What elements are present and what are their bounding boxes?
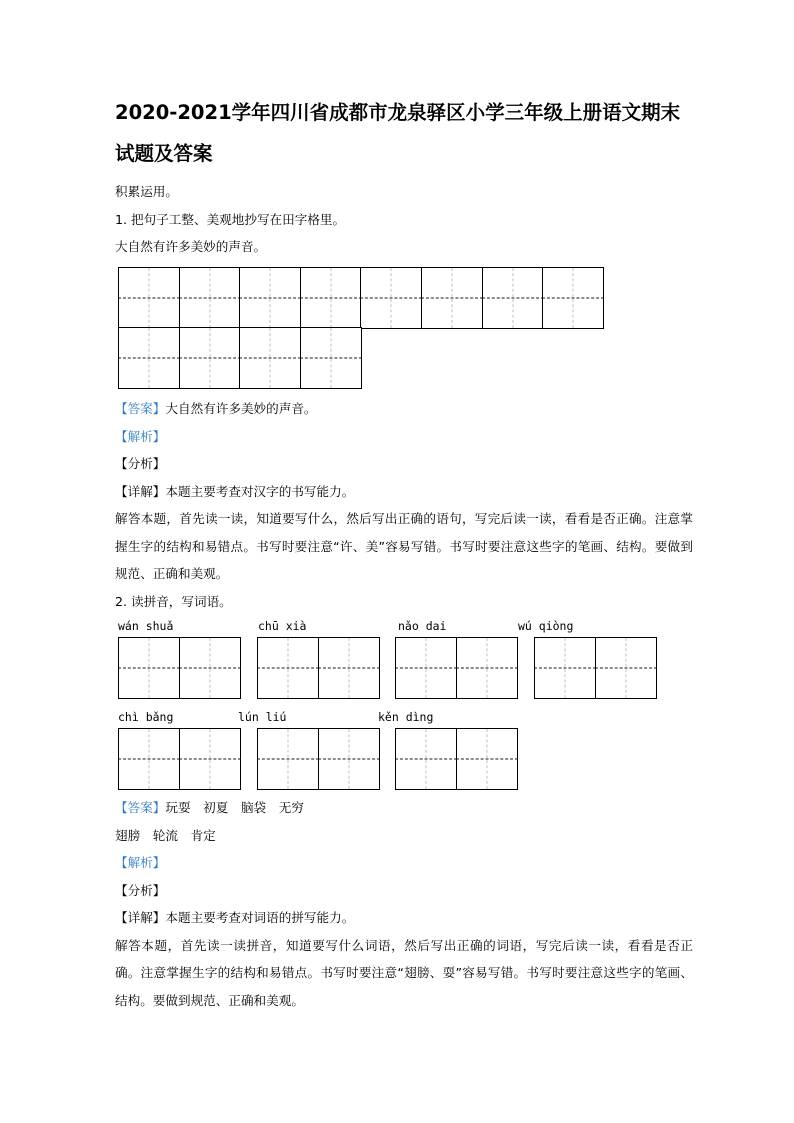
grid-cell[interactable] [257, 637, 319, 699]
question-2-pinyin-row-1 [118, 615, 695, 637]
grid-cell[interactable] [118, 637, 180, 699]
pinyin-label: lún liú [238, 710, 287, 725]
xiangjie-text: 本题主要考查对词语的拼写能力。 [165, 910, 355, 926]
page-title: 2020-2021学年四川省成都市龙泉驿区小学三年级上册语文期末试题及答案 [115, 101, 681, 165]
pinyin-label: kěn dìng [378, 710, 434, 725]
grid-cell[interactable] [239, 327, 301, 389]
question-1-xiangjie-line [115, 478, 693, 506]
question-1-writing-grid [118, 267, 695, 390]
grid-cell[interactable] [318, 637, 380, 699]
grid-cell[interactable] [395, 637, 457, 699]
grid-group [395, 637, 518, 699]
pinyin-label: chì bǎng [118, 710, 174, 725]
grid-cell[interactable] [179, 728, 241, 790]
grid-cell[interactable] [118, 728, 180, 790]
document-content [115, 92, 695, 1014]
grid-group [118, 637, 241, 699]
question-1-prompt: 1. 把句子工整、美观地抄写在田字格里。 [115, 211, 346, 227]
grid-group [395, 728, 518, 790]
grid-cell[interactable] [118, 327, 180, 389]
question-1-analysis-tag-line [115, 423, 693, 451]
grid-cell[interactable] [482, 267, 544, 329]
grid-cell[interactable] [179, 327, 241, 389]
question-2-answer-line-2: 翅膀 轮流 肯定 [115, 827, 216, 843]
question-1-explanation: 解答本题，首先读一读，知道要写什么，然后写出正确的语句，写完后读一读，看看是否正确。注意掌握生字的结构和易错点。书写时要注意“许、美”容易写错。书写时要注意这些字的笔画、结构。要做到规范、正确和美观。 [115, 511, 693, 582]
grid-cell[interactable] [300, 267, 362, 329]
pinyin-label: chū xià [258, 619, 307, 634]
grid-group [118, 327, 362, 389]
grid-cell[interactable] [421, 267, 483, 329]
answer-tag: 【答案】 [115, 401, 166, 417]
grid-cell[interactable] [179, 637, 241, 699]
grid-cell[interactable] [179, 267, 241, 329]
grid-cell[interactable] [239, 267, 301, 329]
grid-cell[interactable] [300, 327, 362, 389]
grid-group [118, 267, 604, 329]
question-2-answer-line-1 [115, 794, 693, 822]
grid-cell[interactable] [456, 637, 518, 699]
grid-cell[interactable] [534, 637, 596, 699]
answer-text: 玩耍 初夏 脑袋 无穷 [165, 800, 304, 816]
grid-cell[interactable] [257, 728, 319, 790]
pinyin-label: nǎo dai [398, 619, 447, 634]
question-1-sentence: 大自然有许多美妙的声音。 [115, 239, 267, 254]
xiangjie-tag: 【详解】 [115, 483, 166, 499]
question-2-analysis-tag-line [115, 849, 693, 877]
grid-cell[interactable] [360, 267, 422, 329]
grid-cell[interactable] [595, 637, 657, 699]
analysis-tag: 【解析】 [115, 428, 166, 444]
grid-cell[interactable] [318, 728, 380, 790]
grid-group [118, 728, 241, 790]
fenxi-tag: 【分析】 [115, 882, 166, 898]
grid-cell[interactable] [118, 267, 180, 329]
xiangjie-text: 本题主要考查对汉字的书写能力。 [165, 483, 355, 499]
question-2-xiangjie-line [115, 904, 693, 932]
analysis-tag: 【解析】 [115, 855, 166, 871]
question-1-answer-line [115, 395, 693, 423]
grid-row-1 [118, 267, 695, 329]
pinyin-label: wán shuǎ [118, 619, 174, 634]
grid-group [534, 637, 657, 699]
grid-group [257, 637, 380, 699]
grid-cell[interactable] [395, 728, 457, 790]
question-2-grid-row-1 [118, 637, 695, 700]
question-2-explanation: 解答本题，首先读一读拼音，知道要写什么词语，然后写出正确的词语，写完后读一读，看看是否正确。注意掌握生字的结构和易错点。书写时要注意“翅膀、耍”容易写错。书写时要注意这些字的笔画、结构。要做到规范、正确和美观。 [115, 937, 693, 1008]
question-2-grid-row-2 [118, 728, 695, 791]
section-heading: 积累运用。 [115, 184, 178, 199]
question-2-prompt: 2. 读拼音，写词语。 [115, 593, 232, 609]
grid-cell[interactable] [456, 728, 518, 790]
question-2-fenxi-tag-line [115, 877, 693, 905]
answer-text: 大自然有许多美妙的声音。 [165, 401, 317, 417]
grid-group [257, 728, 380, 790]
question-2-pinyin-row-2 [118, 706, 695, 728]
answer-tag: 【答案】 [115, 800, 166, 816]
grid-row-2 [118, 327, 695, 389]
pinyin-label: wú qiòng [518, 619, 574, 634]
question-1-fenxi-tag-line [115, 450, 693, 478]
xiangjie-tag: 【详解】 [115, 910, 166, 926]
grid-cell[interactable] [542, 267, 604, 329]
fenxi-tag: 【分析】 [115, 456, 166, 472]
